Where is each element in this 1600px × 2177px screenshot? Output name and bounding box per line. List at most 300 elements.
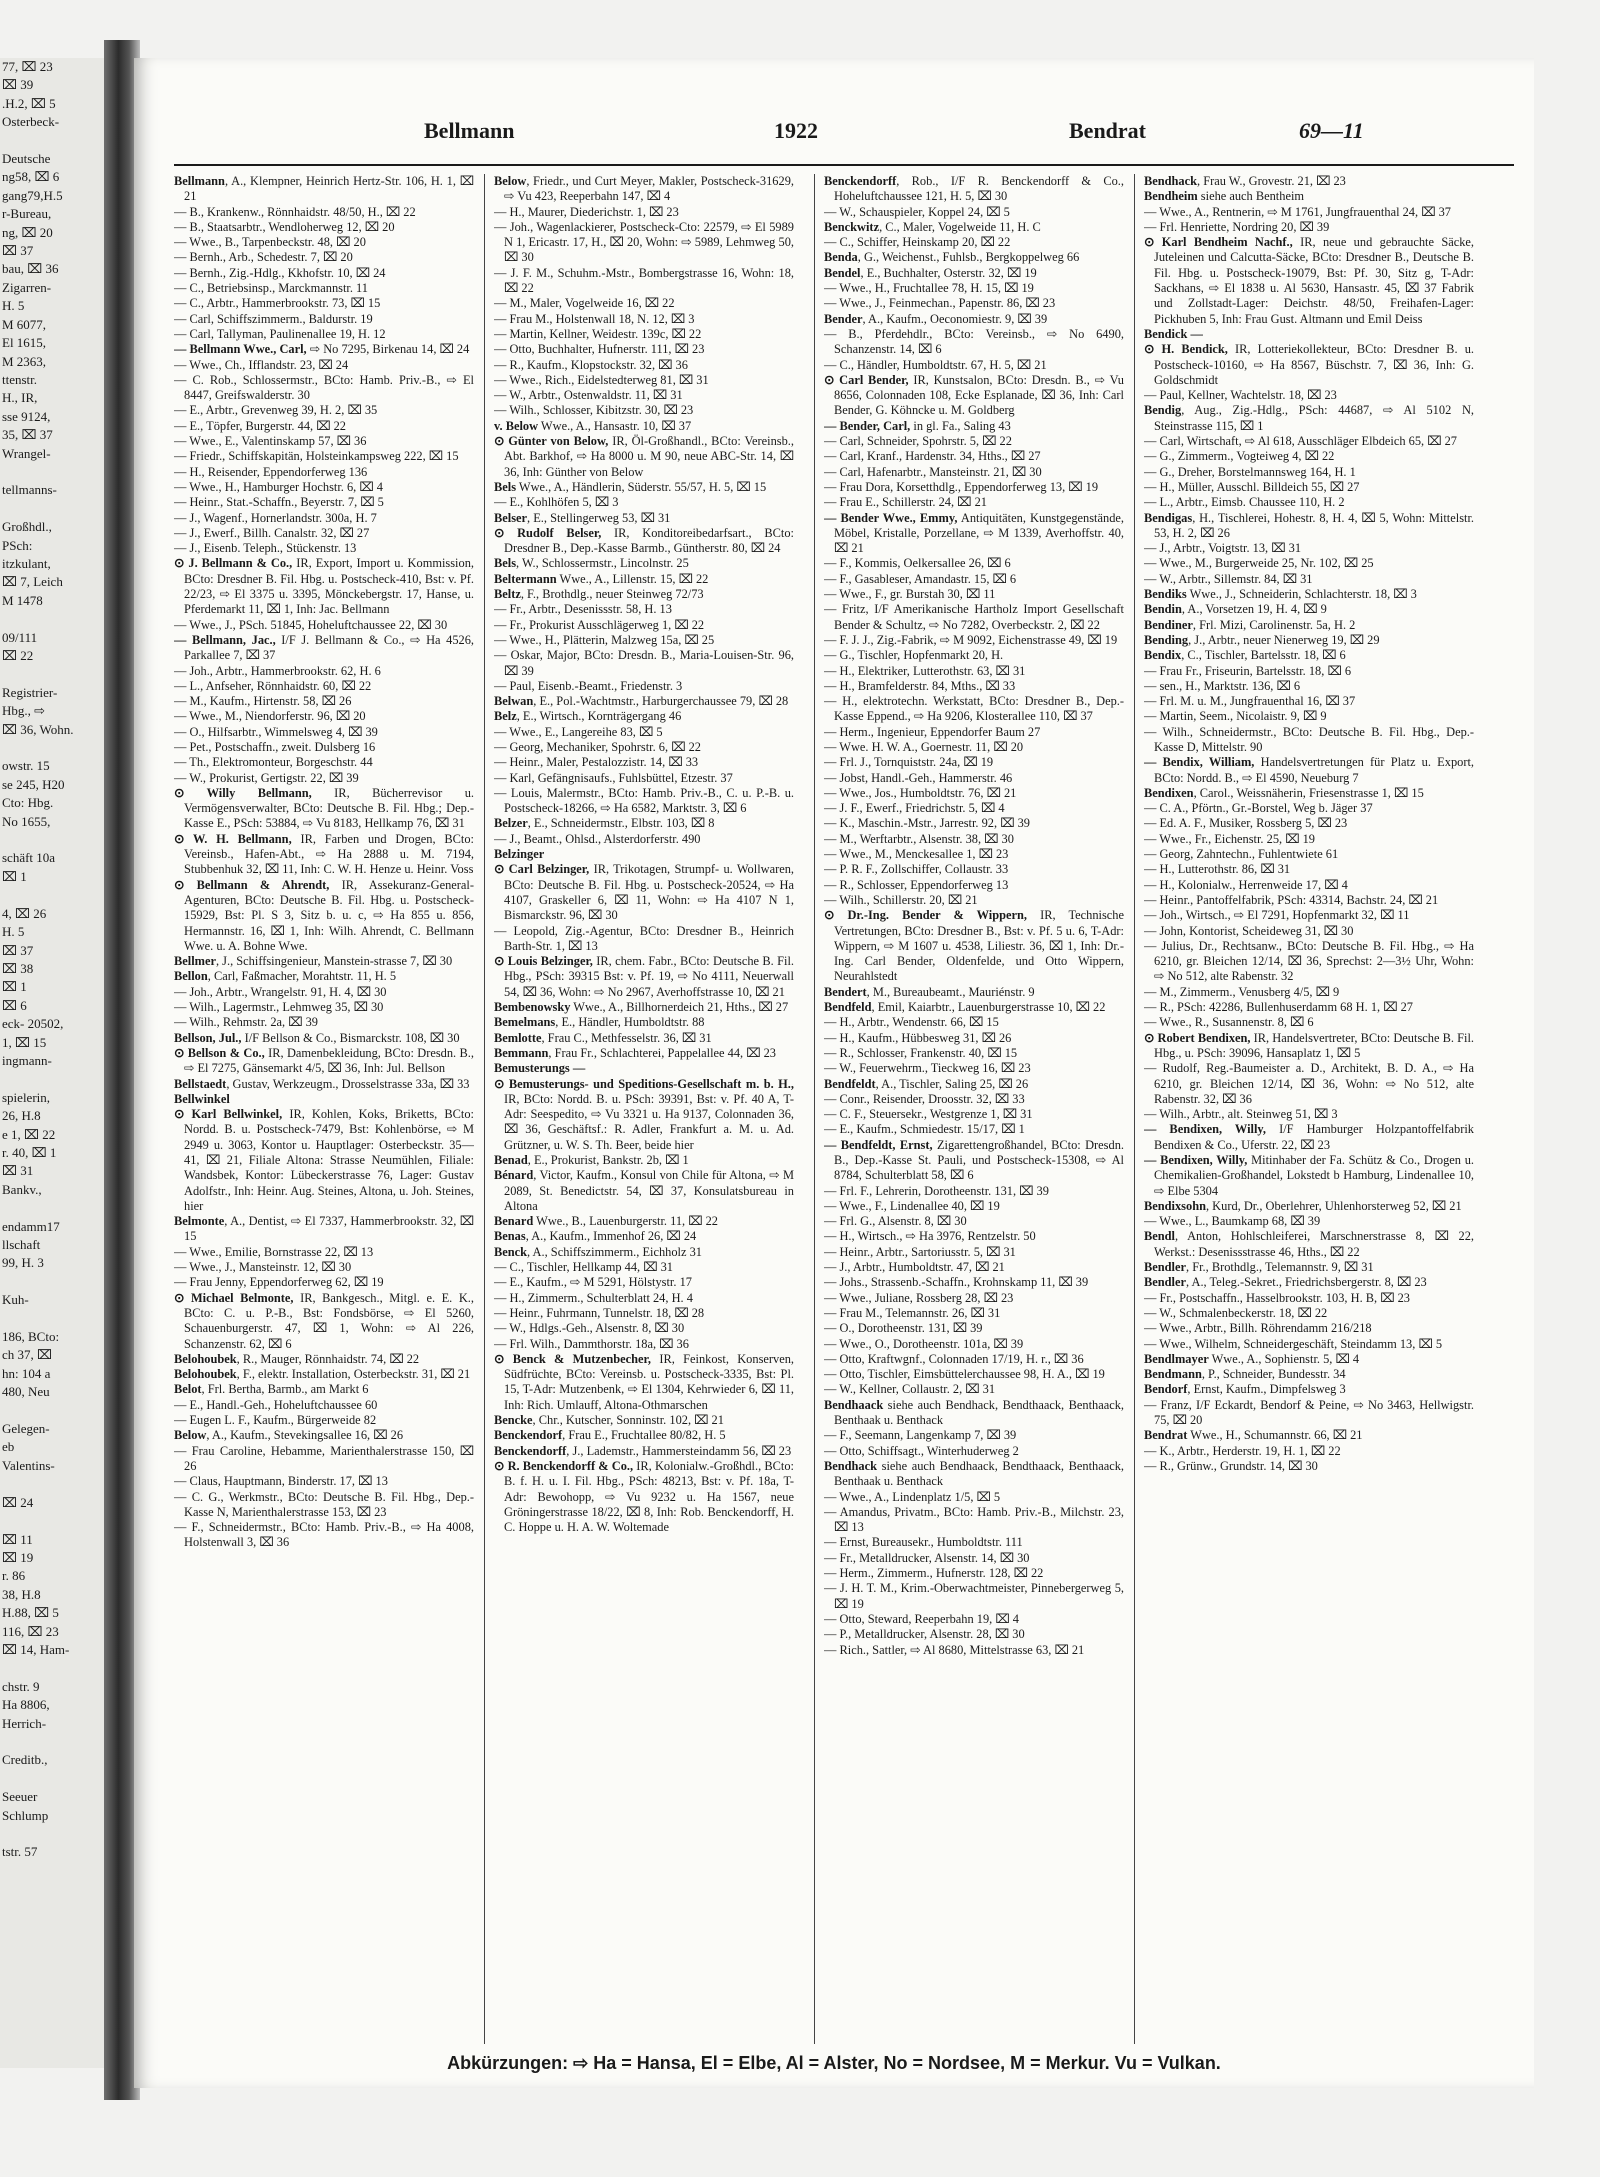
directory-entry <box>1144 572 1474 587</box>
entry-details: — Georg, Mechaniker, Spohrstr. 6, ⌧ 22 <box>494 739 701 754</box>
entry-details: — Martin, Kellner, Weidestr. 139c, ⌧ 22 <box>494 326 702 341</box>
left-page-line: ⌧ 39 <box>2 77 34 93</box>
directory-entry <box>824 816 1124 831</box>
entry-details: IR, Trikotagen, Strumpf- u. Wollwaren, BCto: Deutsche B. Fil. Hbg. u. Postscheck-20524, ⇨ Ha 4107, Graskeller 6, ⌧ 11, Wohn: ⇨ Ha 4107 N 1, Bismarckstr. 96, ⌧ 30 <box>504 862 794 923</box>
entry-details: — Frau Jenny, Eppendorferweg 62, ⌧ 19 <box>174 1275 384 1290</box>
entry-details: Wwe., A., Sophienstr. 5, ⌧ 4 <box>1208 1351 1360 1366</box>
directory-entry <box>494 709 794 724</box>
directory-entry <box>1144 1122 1474 1153</box>
left-page-line: llschaft <box>2 1237 41 1252</box>
left-page-line: hn: 104 a <box>2 1365 51 1381</box>
entry-details: — Franz, I/F Eckardt, Bendorf & Peine, ⇨ No 3463, Hellwigstr. 75, ⌧ 20 <box>1144 1397 1474 1428</box>
directory-entry <box>824 235 1124 250</box>
entry-details: — John, Kontorist, Scheideweg 31, ⌧ 30 <box>1144 923 1354 938</box>
entry-details: — J., Eisenb. Teleph., Stückenstr. 13 <box>174 541 357 556</box>
entry-name: Bendiner <box>1144 617 1193 632</box>
entry-name: Belohoubek <box>174 1351 237 1366</box>
left-page-line: chstr. 9 <box>2 1678 40 1694</box>
entry-details: — Paul, Kellner, Wachtelstr. 18, ⌧ 23 <box>1144 388 1337 403</box>
directory-entry <box>174 1015 474 1030</box>
entry-name: ⊙ Karl Bendheim Nachf., <box>1144 235 1293 250</box>
directory-entry <box>174 250 474 265</box>
left-page-line: Zigarren- <box>2 279 52 295</box>
entry-details: — C., Arbtr., Hammerbrookstr. 73, ⌧ 15 <box>174 296 381 311</box>
left-page-line: 4, ⌧ 26 <box>2 905 47 921</box>
entry-details: Handelsvertretungen für Platz u. Export, BCto: Nordd. B., ⇨ El 4590, Neueburg 7 <box>1154 755 1474 785</box>
directory-entry <box>824 587 1124 602</box>
entry-name: Benckendorff <box>824 174 897 188</box>
entry-name: ⊙ Carl Bender, <box>824 372 909 387</box>
entry-name: Bemlotte <box>494 1030 542 1045</box>
entry-details: — Johs., Strassenb.-Schaffn., Krohnskamp 11, ⌧ 39 <box>824 1275 1089 1290</box>
directory-entry <box>174 327 474 342</box>
directory-entry <box>174 281 474 296</box>
entry-details: — M., Werftarbtr., Alsenstr. 38, ⌧ 30 <box>824 831 1014 846</box>
entry-details: — Frau Fr., Friseurin, Bartelsstr. 18, ⌧ 6 <box>1144 663 1352 678</box>
entry-details: — Wwe., H., Fruchtallee 78, H. 15, ⌧ 19 <box>824 281 1034 296</box>
entry-details: , E., Buchhalter, Osterstr. 32, ⌧ 19 <box>860 265 1037 280</box>
entry-name: Bellon <box>174 969 208 984</box>
entry-details: — P., Metalldrucker, Alsenstr. 28, ⌧ 30 <box>824 1627 1025 1642</box>
directory-entry <box>824 373 1124 419</box>
directory-entry <box>824 1321 1124 1336</box>
entry-name: Benckendorff <box>494 1443 567 1458</box>
entry-details: — C. Rob., Schlossermstr., BCto: Hamb. Priv.-B., ⇨ El 8447, Greifswalderstr. 30 <box>174 372 474 403</box>
entry-details: — Wwe., Emilie, Bornstrasse 22, ⌧ 13 <box>174 1244 374 1259</box>
directory-entry <box>824 1535 1124 1550</box>
left-page-line: M 1478 <box>2 592 43 608</box>
entry-name: — Bendix, William, <box>1144 755 1255 770</box>
entry-details: — W., Hdlgs.-Geh., Alsenstr. 8, ⌧ 30 <box>494 1321 685 1336</box>
left-page-line: El 1615, <box>2 335 47 351</box>
entry-details: — Heinr., Fuhrmann, Tunnelstr. 18, ⌧ 28 <box>494 1305 705 1320</box>
directory-entry <box>1144 1382 1474 1397</box>
entry-details: siehe auch Bentheim <box>1197 189 1305 204</box>
left-page-line <box>0 463 118 481</box>
entry-details: — Leopold, Zig.-Agentur, BCto: Dresdner B., Heinrich Barth-Str. 1, ⌧ 13 <box>494 923 794 953</box>
entry-details: — Joh., Arbtr., Wrangelstr. 91, H. 4, ⌧ 30 <box>174 984 387 999</box>
directory-entry <box>174 633 474 664</box>
entry-name: Below <box>174 1428 207 1443</box>
entry-details: — Otto, Tischler, Eimsbüttelerchaussee 98, H. A., ⌧ 19 <box>824 1367 1105 1382</box>
entry-details: Antiquitäten, Kunstgegenstände, Möbel, Kristalle, Porzellane, ⇨ M 1339, Averhoffstr. 40, ⌧ 21 <box>834 510 1124 556</box>
entry-name: Bendler <box>1144 1275 1186 1290</box>
entry-name: Bendfeld <box>824 1000 872 1015</box>
entry-details: — Otto, Steward, Reeperbahn 19, ⌧ 4 <box>824 1611 1019 1626</box>
entry-details: — Karl, Gefängnisaufs., Fuhlsbüttel, Etzestr. 37 <box>494 770 733 785</box>
entry-name: Benck <box>494 1244 528 1259</box>
directory-entry <box>1144 1398 1474 1429</box>
entry-details: — Amandus, Privatm., BCto: Hamb. Priv.-B., Milchstr. 23, ⌧ 13 <box>824 1504 1124 1535</box>
directory-entry <box>494 694 794 709</box>
entry-details: , Carol., Weissnäherin, Friesenstrasse 1, ⌧ 15 <box>1193 785 1424 800</box>
entry-details: — Wwe., Ch., Ifflandstr. 23, ⌧ 24 <box>174 357 349 372</box>
entry-details: , Chr., Kutscher, Sonninstr. 102, ⌧ 21 <box>532 1413 724 1428</box>
entry-details: — E., Handl.-Geh., Hoheluftchaussee 60 <box>174 1397 378 1412</box>
entry-details: — W., Kellner, Collaustr. 2, ⌧ 31 <box>824 1382 996 1397</box>
entry-details: — W., Arbtr., Ostenwaldstr. 11, ⌧ 31 <box>494 388 683 403</box>
column-divider <box>484 174 485 2044</box>
left-page-line <box>0 610 118 628</box>
entry-details: — H., Maurer, Diederichstr. 1, ⌧ 23 <box>494 204 679 219</box>
entry-details: — Wilh., Schlosser, Kibitzstr. 30, ⌧ 23 <box>494 403 694 418</box>
entry-name: Bellmer <box>174 954 216 969</box>
entry-details: — Louis, Malermstr., BCto: Hamb. Priv.-B., C. u. P.-B. u. Postscheck-18266, ⇨ Ha 6582, Marktstr. 3, ⌧ 6 <box>494 785 794 816</box>
entry-details: — Herm., Ingenieur, Eppendorfer Baum 27 <box>824 724 1041 739</box>
left-page-line: Schlump <box>2 1807 49 1823</box>
entry-details: — Wwe., J., PSch. 51845, Hoheluftchaussee 22, ⌧ 30 <box>174 617 448 632</box>
directory-entry <box>824 1382 1124 1397</box>
directory-entry <box>824 1275 1124 1290</box>
left-page-line <box>0 886 118 904</box>
directory-entry <box>824 358 1124 373</box>
entry-details: , Frau W., Grovestr. 21, ⌧ 23 <box>1197 174 1346 188</box>
left-page-line: ⌧ 1 <box>2 868 27 884</box>
directory-entry <box>1144 801 1474 816</box>
entry-details: — Wwe., J., Mansteinstr. 12, ⌧ 30 <box>174 1260 352 1275</box>
left-page-line: Seeuer <box>2 1789 38 1805</box>
entry-details: , H., Tischlerei, Hohestr. 8, H. 4, ⌧ 5, Wohn: Mittelstr. 53, H. 2, ⌧ 26 <box>1154 510 1474 540</box>
directory-entry <box>174 342 474 357</box>
column-1 <box>174 174 474 2044</box>
entry-details: — Joh., Arbtr., Hammerbrookstr. 62, H. 6 <box>174 663 381 678</box>
left-page-line: Creditb., <box>2 1752 48 1768</box>
entry-details: — E., Kohlhöfen 5, ⌧ 3 <box>494 495 619 510</box>
directory-entry <box>1144 924 1474 939</box>
entry-details: , Emil, Kaiarbtr., Lauenburgerstrasse 10, ⌧ 22 <box>871 1000 1106 1015</box>
entry-name: Bendel <box>824 265 861 280</box>
entry-details: — H., Wirtsch., ⇨ Ha 3976, Rentzelstr. 50 <box>824 1229 1036 1244</box>
directory-entry <box>824 1566 1124 1581</box>
entry-details: — Wwe., Rich., Eidelstedterweg 81, ⌧ 31 <box>494 372 709 387</box>
directory-entry <box>494 556 794 571</box>
directory-entry <box>494 740 794 755</box>
directory-entry <box>494 572 794 587</box>
entry-details: — H., Arbtr., Wendenstr. 66, ⌧ 15 <box>824 1015 999 1030</box>
left-page-line: M 6077, <box>2 316 47 332</box>
entry-name: Bendheim <box>1144 189 1198 204</box>
entry-details: — sen., H., Marktstr. 136, ⌧ 6 <box>1144 678 1301 693</box>
directory-entry <box>1144 1107 1474 1122</box>
entry-details: — Wwe., F., gr. Burstah 30, ⌧ 11 <box>824 587 996 602</box>
entry-details: , R., Mauger, Rönnhaidstr. 74, ⌧ 22 <box>236 1351 420 1366</box>
directory-entry <box>494 1168 794 1214</box>
entry-details: — J. H. T. M., Krim.-Oberwachtmeister, Pinnebergerweg 5, ⌧ 19 <box>824 1581 1124 1611</box>
entry-details: , Frau E., Fruchtallee 80/82, H. 5 <box>562 1428 726 1443</box>
entry-name: Beltz <box>494 587 521 602</box>
directory-entry <box>174 511 474 526</box>
directory-entry <box>494 1229 794 1244</box>
directory-entry <box>824 1184 1124 1199</box>
directory-entry <box>494 1061 794 1076</box>
directory-entry <box>494 403 794 418</box>
entry-details: IR, Konditoreibedarfsart., BCto: Dresdner B., Dep.-Kasse Barmb., Güntherstr. 80, ⌧ 24 <box>504 525 794 556</box>
directory-entry <box>174 480 474 495</box>
entry-details: — Eugen L. F., Kaufm., Bürgerweide 82 <box>174 1413 377 1428</box>
directory-entry <box>494 220 794 266</box>
entry-details: — Frau Caroline, Hebamme, Marienthalerstrasse 150, ⌧ 26 <box>174 1443 474 1473</box>
entry-name: ⊙ Bellson & Co., <box>174 1045 265 1060</box>
left-page-line <box>0 1199 118 1217</box>
entry-name: ⊙ Bemusterungs- und Speditions-Gesellschaft m. b. H., <box>494 1076 794 1091</box>
directory-entry <box>494 1046 794 1061</box>
entry-details: — Friedr., Schiffskapitän, Holsteinkampsweg 222, ⌧ 15 <box>174 449 459 464</box>
entry-details: , E., Stellingerweg 53, ⌧ 31 <box>527 510 671 525</box>
entry-name: ⊙ Michael Belmonte, <box>174 1290 294 1305</box>
directory-entry <box>824 511 1124 557</box>
left-page-line: eb <box>2 1439 15 1455</box>
directory-entry <box>494 847 794 862</box>
directory-entry <box>174 235 474 250</box>
entry-name: Bendorf <box>1144 1382 1188 1397</box>
entry-details: — R., Grünw., Grundstr. 14, ⌧ 30 <box>1144 1458 1318 1473</box>
directory-entry <box>824 801 1124 816</box>
directory-entry <box>824 480 1124 495</box>
directory-entry <box>824 572 1124 587</box>
directory-entry <box>174 709 474 724</box>
entry-name: Bemusterungs — <box>494 1061 586 1076</box>
entry-details: , Ernst, Kaufm., Dimpfelsweg 3 <box>1187 1382 1346 1397</box>
directory-entry <box>174 694 474 709</box>
entry-name: Belmonte <box>174 1214 225 1229</box>
entry-details: — Oskar, Major, BCto: Dresdn. B., Maria-Louisen-Str. 96, ⌧ 39 <box>494 648 794 678</box>
directory-entry <box>174 403 474 418</box>
directory-entry <box>1144 587 1474 602</box>
entry-details: , E., Schneidermstr., Elbstr. 103, ⌧ 8 <box>527 816 715 831</box>
directory-entry <box>174 664 474 679</box>
entry-details: , F., elektr. Installation, Osterbeckstr. 31, ⌧ 21 <box>236 1367 471 1382</box>
directory-entry <box>494 526 794 557</box>
entry-name: Belser <box>494 510 528 525</box>
directory-entry <box>824 755 1124 770</box>
left-page-line <box>0 1825 118 1843</box>
directory-entry <box>494 1291 794 1306</box>
column-2 <box>494 174 794 2044</box>
directory-entry <box>174 526 474 541</box>
entry-details: — J., Wagenf., Hornerlandstr. 300a, H. 7 <box>174 510 377 525</box>
directory-entry <box>1144 1352 1474 1367</box>
entry-details: IR, Farben und Drogen, BCto: Vereinsb., Hafen-Abt., ⇨ Ha 2888 u. M. 7194, Stubbenhuk 32, ⌧ 11, Inh: C. W. H. Henze u. Heinr. Voss <box>184 831 474 877</box>
entry-details: — Frau E., Schillerstr. 24, ⌧ 21 <box>824 495 987 510</box>
directory-entry <box>174 755 474 770</box>
entry-details: IR, Handelsvertreter, BCto: Deutsche B. Fil. Hbg., u. PSch: 39096, Hansaplatz 1, ⌧ 5 <box>1154 1030 1474 1060</box>
directory-entry <box>1144 664 1474 679</box>
entry-name: Bendfeldt <box>824 1076 876 1091</box>
entry-details: , Anton, Hohlschleiferei, Marschnerstrasse 8, ⌧ 22, Werkst.: Desenissstrasse 46, Hths., ⌧ 22 <box>1154 1229 1474 1259</box>
left-page-text <box>0 58 118 1862</box>
entry-details: — W., Prokurist, Gertigstr. 22, ⌧ 39 <box>174 770 359 785</box>
entry-details: , P., Schneider, Bundesstr. 34 <box>1201 1367 1346 1382</box>
left-page-line: ⌧ 6 <box>2 997 27 1013</box>
header-right-keyword: Bendrat <box>1069 118 1146 143</box>
directory-entry <box>824 847 1124 862</box>
entry-details: — Wwe., M., Burgerweide 25, Nr. 102, ⌧ 25 <box>1144 556 1374 571</box>
entry-details: , A., Tischler, Saling 25, ⌧ 26 <box>875 1076 1029 1091</box>
directory-entry <box>824 1229 1124 1244</box>
entry-details: — Bernh., Arb., Schedestr. 7, ⌧ 20 <box>174 250 353 265</box>
directory-entry <box>824 1245 1124 1260</box>
directory-entry <box>824 862 1124 877</box>
directory-entry <box>1144 832 1474 847</box>
directory-entry <box>174 358 474 373</box>
directory-entry <box>1144 1459 1474 1474</box>
directory-entry <box>1144 1321 1474 1336</box>
entry-details: — Ernst, Bureausekr., Humboldtstr. 111 <box>824 1535 1023 1550</box>
entry-details: — Wwe., J., Feinmechan., Papenstr. 86, ⌧ 23 <box>824 296 1056 311</box>
entry-details: , E., Pol.-Wachtmstr., Harburgerchaussee 79, ⌧ 28 <box>533 694 789 709</box>
entry-details: — M., Zimmerm., Venusberg 4/5, ⌧ 9 <box>1144 984 1340 999</box>
entry-name: ⊙ Bellmann & Ahrendt, <box>174 877 330 892</box>
entry-details: — Carl, Hafenarbtr., Mansteinstr. 21, ⌧ 30 <box>824 464 1042 479</box>
directory-entry <box>494 1337 794 1352</box>
entry-details: — Heinr., Stat.-Schaffn., Beyerstr. 7, ⌧ 5 <box>174 495 384 510</box>
left-page-line <box>0 1070 118 1088</box>
directory-entry <box>174 618 474 633</box>
directory-entry <box>824 1490 1124 1505</box>
entry-details: , A., Klempner, Heinrich Hertz-Str. 106, H. 1, ⌧ 21 <box>184 174 474 204</box>
left-page-line: Registrier- <box>2 684 58 700</box>
entry-details: — B., Krankenw., Rönnhaidstr. 48/50, H., ⌧ 22 <box>174 204 416 219</box>
directory-entry <box>494 954 794 1000</box>
directory-entry <box>1144 602 1474 617</box>
entry-details: , A., Teleg.-Sekret., Friedrichsbergerstr. 8, ⌧ 23 <box>1186 1275 1427 1290</box>
left-page-line: ⌧ 14, Ham- <box>2 1641 70 1657</box>
entry-name: Bendler <box>1144 1260 1186 1275</box>
entry-details: — Wwe., M., Niendorferstr. 96, ⌧ 20 <box>174 709 366 724</box>
entry-name: ⊙ R. Benckendorff & Co., <box>494 1458 634 1473</box>
entry-details: IR, Export, Import u. Kommission, BCto: Dresdner B. Fil. Hbg. u. Postscheck-410, Bst: v. Pf. 22/23, ⇨ El 3375 u. 3395, Mönckebergstr. 17, Hanse, u. Pferdemarkt 11, ⌧ 1, Inh: Jac. Bellmann <box>184 556 474 617</box>
left-page-line <box>0 132 118 150</box>
directory-entry <box>174 954 474 969</box>
entry-details: — Frau M., Holstenwall 18, N. 12, ⌧ 3 <box>494 311 695 326</box>
directory-entry <box>1144 618 1474 633</box>
entry-details: Zigarettengroßhandel, BCto: Dresdn. B., Dep.-Kasse St. Pauli, und Postscheck-15308, ⇨ Al 8784, Schulterblatt 58, ⌧ 6 <box>834 1137 1124 1183</box>
directory-entry <box>174 1520 474 1551</box>
entry-details: — Wwe., L., Baumkamp 68, ⌧ 39 <box>1144 1214 1321 1229</box>
entry-details: , Carl, Faßmacher, Morahtstr. 11, H. 5 <box>207 969 397 984</box>
left-page-line: Hbg., ⇨ <box>2 703 46 719</box>
entry-details: — C. A., Pförtn., Gr.-Borstel, Weg b. Jäger 37 <box>1144 801 1373 816</box>
entry-details: — Frl. G., Alsenstr. 8, ⌧ 30 <box>824 1214 967 1229</box>
entry-details: — K., Maschin.-Mstr., Jarrestr. 92, ⌧ 39 <box>824 816 1030 831</box>
directory-entry <box>174 679 474 694</box>
directory-entry <box>1144 541 1474 556</box>
directory-entry <box>824 1077 1124 1092</box>
directory-entry <box>494 1031 794 1046</box>
entry-details: , G., Weichenst., Fuhlsb., Bergkoppelweg 66 <box>857 250 1080 265</box>
directory-entry <box>1144 1444 1474 1459</box>
entry-name: Bels <box>494 556 517 571</box>
entry-name: Bellmann <box>174 174 225 188</box>
entry-details: — Fr., Arbtr., Desenissstr. 58, H. 13 <box>494 602 672 617</box>
entry-details: — J. F. M., Schuhm.-Mstr., Bombergstrasse 16, Wohn: 18, ⌧ 22 <box>494 265 794 296</box>
left-page-line: spielerin, <box>2 1089 51 1105</box>
directory-entry <box>824 1444 1124 1459</box>
entry-name: Bels <box>494 479 517 494</box>
entry-details: — R., Kaufm., Klopstockstr. 32, ⌧ 36 <box>494 357 688 372</box>
entry-details: — Heinr., Maler, Pestalozzistr. 14, ⌧ 33 <box>494 755 699 770</box>
entry-details: — Wilh., Schillerstr. 20, ⌧ 21 <box>824 892 978 907</box>
directory-entry <box>1144 205 1474 220</box>
left-page-line: ng, ⌧ 20 <box>2 224 53 240</box>
directory-entry <box>174 296 474 311</box>
directory-entry <box>494 419 794 434</box>
left-page-line: endamm17 <box>2 1218 60 1234</box>
entry-details: — F., Seemann, Langenkamp 7, ⌧ 39 <box>824 1428 1017 1443</box>
directory-entry <box>494 1459 794 1535</box>
directory-entry <box>1144 1199 1474 1214</box>
directory-entry <box>494 1413 794 1428</box>
directory-entry <box>1144 1260 1474 1275</box>
directory-entry <box>174 832 474 878</box>
entry-name: ⊙ Robert Bendixen, <box>1144 1030 1251 1045</box>
directory-entry <box>824 1199 1124 1214</box>
directory-entry <box>1144 1015 1474 1030</box>
entry-name: ⊙ Willy Bellmann, <box>174 785 312 800</box>
directory-entry <box>494 1275 794 1290</box>
directory-entry <box>494 587 794 602</box>
entry-name: Benda <box>824 250 858 265</box>
entry-details: — Wilh., Schneidermstr., BCto: Deutsche B. Fil. Hbg., Dep.-Kasse D, Mittelstr. 90 <box>1144 724 1474 754</box>
directory-entry <box>1144 1275 1474 1290</box>
entry-details: — Wilh., Lagermstr., Lehmweg 35, ⌧ 30 <box>174 1000 384 1015</box>
entry-details: — Fr., Postschaffn., Hasselbrookstr. 103, H. B, ⌧ 23 <box>1144 1290 1410 1305</box>
entry-details: , Aug., Zig.-Hdlg., PSch: 44687, ⇨ Al 5102 N, Steinstrasse 115, ⌧ 1 <box>1154 403 1474 433</box>
entry-details: — Pet., Postschaffn., zweit. Dulsberg 16 <box>174 739 376 754</box>
directory-entry <box>174 312 474 327</box>
entry-details: — J., Arbtr., Voigtstr. 13, ⌧ 31 <box>1144 541 1302 556</box>
left-page-line: sse 9124, <box>2 408 51 424</box>
entry-details: , E., Händler, Humboldtstr. 88 <box>555 1015 705 1030</box>
directory-entry <box>824 266 1124 281</box>
directory-entry <box>824 664 1124 679</box>
entry-details: — Wwe., A., Lindenplatz 1/5, ⌧ 5 <box>824 1489 1001 1504</box>
entry-name: Bendixsohn <box>1144 1198 1206 1213</box>
entry-details: IR, chem. Fabr., BCto: Deutsche B. Fil. Hbg., PSch: 39315 Bst: v. Pf. 19, ⇨ No 4111, Neuerwall 54, ⌧ 36, Wohn: ⇨ No 2967, Averhoffstrasse 10, ⌧ 21 <box>504 954 794 999</box>
directory-entry <box>494 495 794 510</box>
directory-entry <box>494 327 794 342</box>
directory-entry <box>494 816 794 831</box>
entry-details: — J., Arbtr., Humboldtstr. 47, ⌧ 21 <box>824 1260 1005 1275</box>
entry-name: Bellstaedt <box>174 1076 227 1091</box>
entry-details: IR, Assekuranz-General-Agenturen, BCto: Deutsche B. Fil. Hbg. u. Postscheck-15929, Bst: Pl. S 3, Sitz b. u. c, ⇨ Ha 855 u. 856, Hermannstr. 16, ⌧ 1, Inh: Wilh. Ahrendt, C. Bellmann Wwe. u. A. Bohne Wwe. <box>184 877 474 953</box>
entry-details: — Wilh., Arbtr., alt. Steinweg 51, ⌧ 3 <box>1144 1107 1338 1122</box>
entry-name: Bendhack <box>824 1458 878 1473</box>
directory-entry <box>174 1413 474 1428</box>
directory-entry <box>1144 465 1474 480</box>
left-page-line: Valentins- <box>2 1457 55 1473</box>
entry-name: — Bender, Carl, <box>824 418 911 433</box>
directory-entry <box>494 1306 794 1321</box>
entry-details: — Joh., Wagenlackierer, Postscheck-Cto: 22579, ⇨ El 5989 N 1, Ericastr. 17, H., ⌧ 20, Wohn: ⇨ 5989, Lehmweg 50, ⌧ 30 <box>494 219 794 265</box>
entry-name: Benad <box>494 1153 528 1167</box>
entry-name: Benckendorf <box>494 1428 563 1443</box>
entry-details: — Paul, Eisenb.-Beamt., Friedenstr. 3 <box>494 678 683 693</box>
entry-details: in gl. Fa., Saling 43 <box>910 418 1011 433</box>
directory-entry <box>824 449 1124 464</box>
directory-entry <box>494 648 794 679</box>
entry-details: — G., Tischler, Hopfenmarkt 20, H. <box>824 648 1004 663</box>
directory-entry <box>174 1107 474 1214</box>
entry-details: — F. J. J., Zig.-Fabrik, ⇨ M 9092, Eichenstrasse 49, ⌧ 19 <box>824 632 1118 647</box>
entry-details: — Bernh., Zig.-Hdlg., Kkhofstr. 10, ⌧ 24 <box>174 265 386 280</box>
entry-details: — H., Kaufm., Hübbesweg 31, ⌧ 26 <box>824 1030 1012 1045</box>
directory-entry <box>494 924 794 955</box>
directory-entry <box>824 633 1124 648</box>
entry-details: — Heinr., Arbtr., Sartoriusstr. 5, ⌧ 31 <box>824 1244 1016 1259</box>
entry-details: — Carl, Kranf., Hardenstr. 34, Hths., ⌧ 27 <box>824 449 1041 464</box>
entry-details: IR, Bankgesch., Mitgl. e. E. K., BCto: C. u. P.-B., Bst: Fondsbörse, ⇨ El 5260, Schauenburgerstr. 47, ⌧ 1, Wohn: ⇨ Al 226, Schanzenstr. 62, ⌧ 6 <box>184 1290 474 1351</box>
